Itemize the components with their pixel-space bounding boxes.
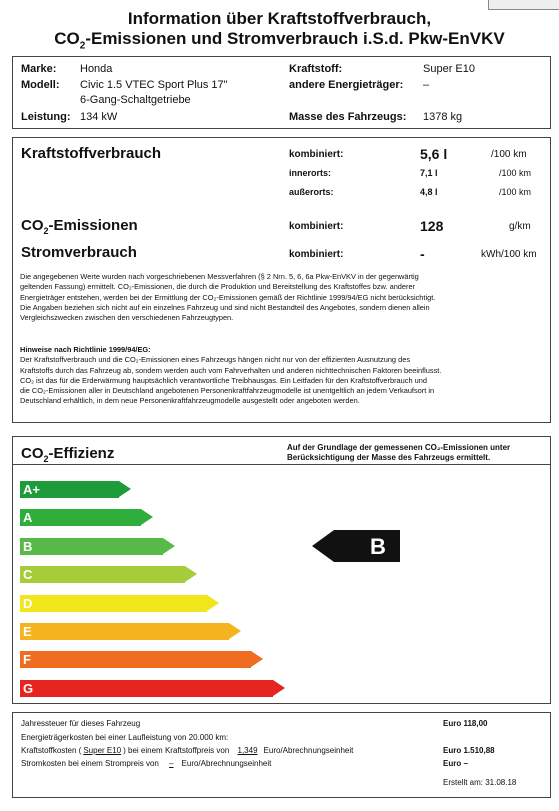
efficiency-class-label: C: [23, 567, 33, 583]
efficiency-note-line: Berücksichtigung der Masse des Fahrzeugs ermittelt.: [287, 453, 491, 462]
efficiency-heading: [21, 445, 114, 464]
andere-label: andere Energieträger:: [289, 79, 404, 91]
rating-arrow: [312, 530, 400, 562]
efficiency-heading-rest: -Effizienz: [48, 445, 115, 462]
efficiency-class-bar: [20, 538, 163, 555]
kraftstoff-value: Super E10: [423, 63, 475, 75]
innerorts-label: innerorts:: [289, 168, 332, 178]
efficiency-class-label: G: [23, 680, 34, 696]
kraftstoffkosten-post: Euro/Abrechnungseinheit: [263, 746, 354, 755]
title-sub: 2: [79, 40, 86, 52]
rating-arrow-tip: [312, 530, 334, 562]
efficiency-class-tip: [141, 509, 153, 525]
title-rest: -Emissionen und Stromverbrauch i.S.d. Pkw-EnVKV: [85, 29, 505, 48]
disclaimer-p2: [20, 345, 545, 407]
disclaimer-p1: [20, 272, 545, 323]
disclaimer-p2-line: Deutschland erhältlich, in dem neue Personenkraftfahrzeugmodelle ausgestellt oder angeboten werden.: [20, 396, 360, 406]
stromkosten-value: Euro –: [443, 759, 468, 768]
co2-heading-co: CO: [21, 217, 44, 234]
innerorts-unit: /100 km: [499, 168, 532, 178]
efficiency-class-tip: [207, 595, 219, 611]
disclaimer-p2-line: die CO₂-Emissionen aller in Deutschland angebotenen Personenkraftfahrzeugmodelle ist unentgeltlich an jedem Verkaufsort in: [20, 386, 435, 396]
strom-label: kombiniert:: [289, 249, 344, 260]
efficiency-class-bar: [20, 623, 229, 640]
efficiency-class-tip: [185, 566, 197, 582]
title-co: CO: [54, 29, 80, 48]
co2-heading-rest: -Emissionen: [48, 217, 138, 234]
efficiency-class-label: E: [23, 624, 32, 639]
efficiency-class-bar: [20, 566, 185, 583]
disclaimer-p1-line: Die angegebenen Werte wurden nach vorgeschriebenen Messverfahren (§ 2 Nrn. 5, 6, 6a Pkw-EnVKV in der gegenwärtig: [20, 272, 419, 281]
disclaimer-p1-line: Die Angaben beziehen sich nicht auf ein einzelnes Fahrzeug und sind nicht Bestandteil des Angebotes, sondern dienen allein: [20, 302, 430, 312]
andere-value: –: [423, 79, 430, 91]
title-line-1: Information über Kraftstoffverbrauch,: [127, 9, 432, 28]
modell-value-2: 6-Gang-Schaltgetriebe: [80, 94, 191, 106]
energie-label: Energieträgerkosten bei einer Laufleistung von 20.000 km:: [21, 733, 229, 742]
disclaimer-p2-line: CO₂ ist das für die Erderwärmung hauptsächlich verantwortliche Treibhausgas. Ein Leitfaden für den Kraftstoffverbrauch und: [20, 375, 427, 385]
masse-value: 1378 kg: [423, 111, 463, 123]
kraftstoffkosten-mid: ) bei einem Kraftstoffpreis von: [123, 746, 230, 755]
efficiency-divider: [13, 464, 550, 465]
efficiency-note-line: Auf der Grundlage der gemessenen CO₂-Emissionen unter: [287, 443, 511, 452]
efficiency-class-label: F: [23, 652, 31, 668]
rating-label: B: [370, 534, 386, 559]
kraftstoffkosten-line: [21, 746, 353, 755]
stromkosten-price: –: [169, 759, 174, 768]
modell-value-1: Civic 1.5 VTEC Sport Plus 17": [80, 79, 228, 91]
strom-unit: kWh/100 km: [481, 249, 537, 260]
masse-label: Masse des Fahrzeugs:: [289, 111, 407, 123]
efficiency-class-label: B: [23, 538, 33, 554]
efficiency-class-tip: [229, 623, 241, 639]
disclaimer-p1-line: geltenden Fassung) ermittelt. CO₂-Emissionen, die durch die Produktion und Bereitstellung des Kraftstoffes bzw. anderer: [20, 282, 416, 292]
stromkosten-pre: Stromkosten bei einem Strompreis von: [21, 759, 159, 768]
erstellt-am: Erstellt am: 31.08.18: [443, 778, 517, 787]
efficiency-note: [287, 443, 510, 463]
leistung-label: Leistung:: [21, 111, 71, 123]
kombiniert-label: kombiniert:: [289, 149, 344, 160]
ausserorts-label: außerorts:: [289, 187, 334, 197]
stromverbrauch-heading: Stromverbrauch: [21, 244, 137, 261]
marke-value: Honda: [80, 63, 113, 75]
kombiniert-unit: /100 km: [491, 149, 527, 160]
consumption-box: [12, 137, 551, 423]
kraftstoff-label: Kraftstoff:: [289, 63, 343, 75]
efficiency-class-tip: [163, 538, 175, 554]
efficiency-class-label: D: [23, 595, 33, 611]
kraftstoffverbrauch-heading: Kraftstoffverbrauch: [21, 145, 162, 162]
kraftstoffkosten-fuel: Super E10: [83, 746, 122, 755]
efficiency-class-bar: [20, 509, 141, 526]
modell-label: Modell:: [21, 79, 60, 91]
kraftstoffkosten-pre: Kraftstoffkosten (: [21, 746, 82, 755]
kraftstoffkosten-price: 1,349: [237, 746, 258, 755]
efficiency-class-bar: [20, 651, 251, 668]
co2-heading-sub: 2: [43, 226, 49, 236]
efficiency-class-tip: [251, 651, 263, 667]
rating-arrow-body: [334, 530, 400, 562]
innerorts-value: 7,1 l: [420, 168, 438, 178]
efficiency-class-bar: [20, 680, 273, 697]
costs-box: [12, 712, 551, 798]
ausserorts-value: 4,8 l: [420, 187, 438, 197]
kombiniert-value: 5,6 l: [420, 146, 448, 162]
kraftstoffkosten-value: Euro 1.510,88: [443, 746, 495, 755]
ausserorts-unit: /100 km: [499, 187, 532, 197]
efficiency-class-tip: [273, 680, 285, 696]
efficiency-heading-sub: 2: [43, 454, 49, 464]
efficiency-class-label: A: [23, 510, 33, 526]
disclaimer-p1-line: Energieträger entstehen, werden bei der Ermittlung der CO₂-Emissionen gemäß der Richtlinie 1999/94/EG nicht berücksichtigt.: [20, 292, 436, 302]
co2-value: 128: [420, 218, 444, 234]
stromkosten-line: [21, 759, 271, 768]
steuer-value: Euro 118,00: [443, 719, 488, 728]
title-line-2: [0, 29, 559, 51]
efficiency-class-bar: [20, 595, 207, 612]
strom-value: -: [420, 246, 425, 262]
disclaimer-p2-line: Kraftstoffs durch das Fahrzeug ab, sondern werden auch vom Fahrverhalten und anderen nichttechnischen Faktoren beeinflusst.: [20, 365, 442, 375]
disclaimer-p1-line: Vergleichszwecken zwischen den verschiedenen Fahrzeugtypen.: [20, 313, 234, 323]
co2-label: kombiniert:: [289, 221, 344, 232]
stromkosten-post: Euro/Abrechnungseinheit: [181, 759, 272, 768]
vehicle-box: [12, 56, 551, 129]
disclaimer-p2-heading: Hinweise nach Richtlinie 1999/94/EG:: [20, 345, 151, 354]
co2-unit: g/km: [509, 221, 531, 232]
co2-heading: [21, 217, 138, 236]
efficiency-class-label: A+: [23, 482, 40, 497]
disclaimer-p2-line: Der Kraftstoffverbrauch und die CO₂-Emissionen eines Fahrzeugs hängen nicht nur von der effizienten Ausnutzung des: [20, 355, 411, 365]
efficiency-class-tip: [119, 481, 131, 497]
marke-label: Marke:: [21, 63, 57, 75]
leistung-value: 134 kW: [80, 111, 118, 123]
efficiency-heading-co: CO: [21, 445, 44, 462]
steuer-label: Jahressteuer für dieses Fahrzeug: [21, 719, 141, 728]
